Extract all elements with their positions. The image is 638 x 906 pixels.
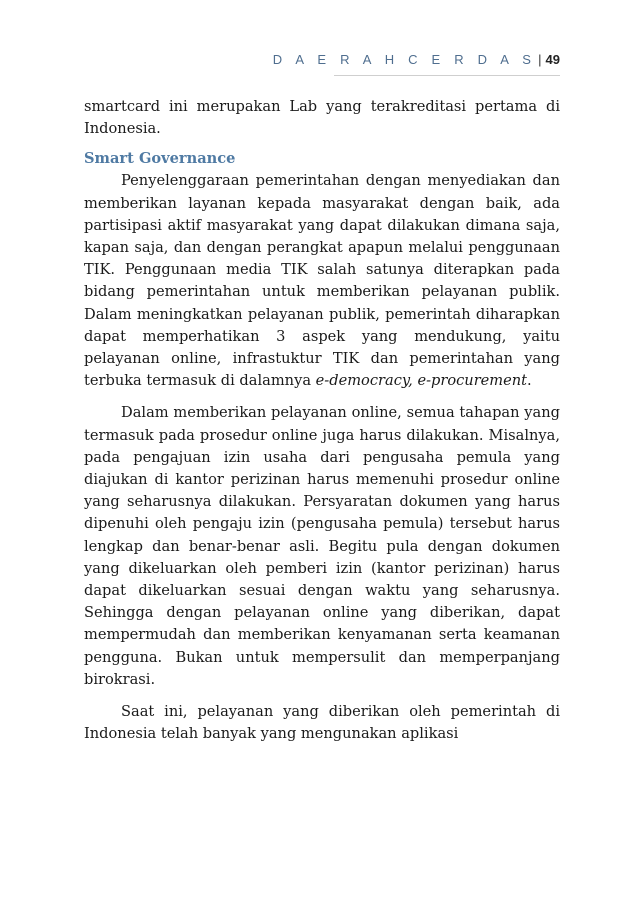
running-header <box>273 52 560 67</box>
section-heading: Smart Governance <box>84 150 236 168</box>
paragraph-current-services: Saat ini, pelayanan yang diberikan oleh pemerintah di Indonesia telah banyak yang mengunakan aplikasi <box>84 703 560 743</box>
paragraph-end: . <box>527 372 532 390</box>
emphasis-text: e-democracy, e-procurement <box>315 372 528 390</box>
book-title: D A E R A H C E R D A S <box>272 52 537 67</box>
page-number: 49 <box>545 52 560 67</box>
paragraph-online-services: Dalam memberikan pelayanan online, semua tahapan yang termasuk pada prosedur online juga harus dilakukan. Misalnya, pada pengajuan izin usaha dari pengusaha pemula yang diajukan di kantor perizinan harus memenuhi prosedur online yang seharusnya dilakukan. Persyaratan dokumen yang harus dipenuhi oleh pengaju izin (pengusaha pemula) tersebut harus lengkap dan benar-benar asli. Begitu pula dengan dokumen yang dikeluarkan oleh pemberi izin (kantor perizinan) harus dapat dikeluarkan sesuai dengan waktu yang seharusnya. Sehingga dengan pelayanan online yang diberikan, dapat mempermudah dan memberikan kenyamanan serta keamanan pengguna. Bukan untuk mempersulit dan memperpanjang birokrasi. <box>84 404 560 688</box>
paragraph-smart-governance <box>84 170 560 392</box>
continuation-paragraph: smartcard ini merupakan Lab yang terakreditasi pertama di Indonesia. <box>84 98 560 138</box>
paragraph-text: Penyelenggaraan pemerintahan dengan menyediakan dan memberikan layanan kepada masyarakat dengan baik, ada partisipasi aktif masyarakat yang dapat dilakukan dimana saja, kapan saja, dan dengan perangkat apapun melalui penggunaan TIK. Penggunaan media TIK salah satunya diterapkan pada bidang pemerintahan untuk memberikan pelayanan publik. Dalam meningkatkan pelayanan publik, pemerintah diharapkan dapat memperhatikan 3 aspek yang mendukung, yaitu pelayanan online, infrastuktur TIK dan pemerintahan yang terbuka termasuk di dalamnya <box>84 172 560 390</box>
header-divider <box>334 75 560 76</box>
body-text <box>84 96 560 745</box>
document-page <box>84 0 560 906</box>
header-separator: | <box>538 52 542 67</box>
